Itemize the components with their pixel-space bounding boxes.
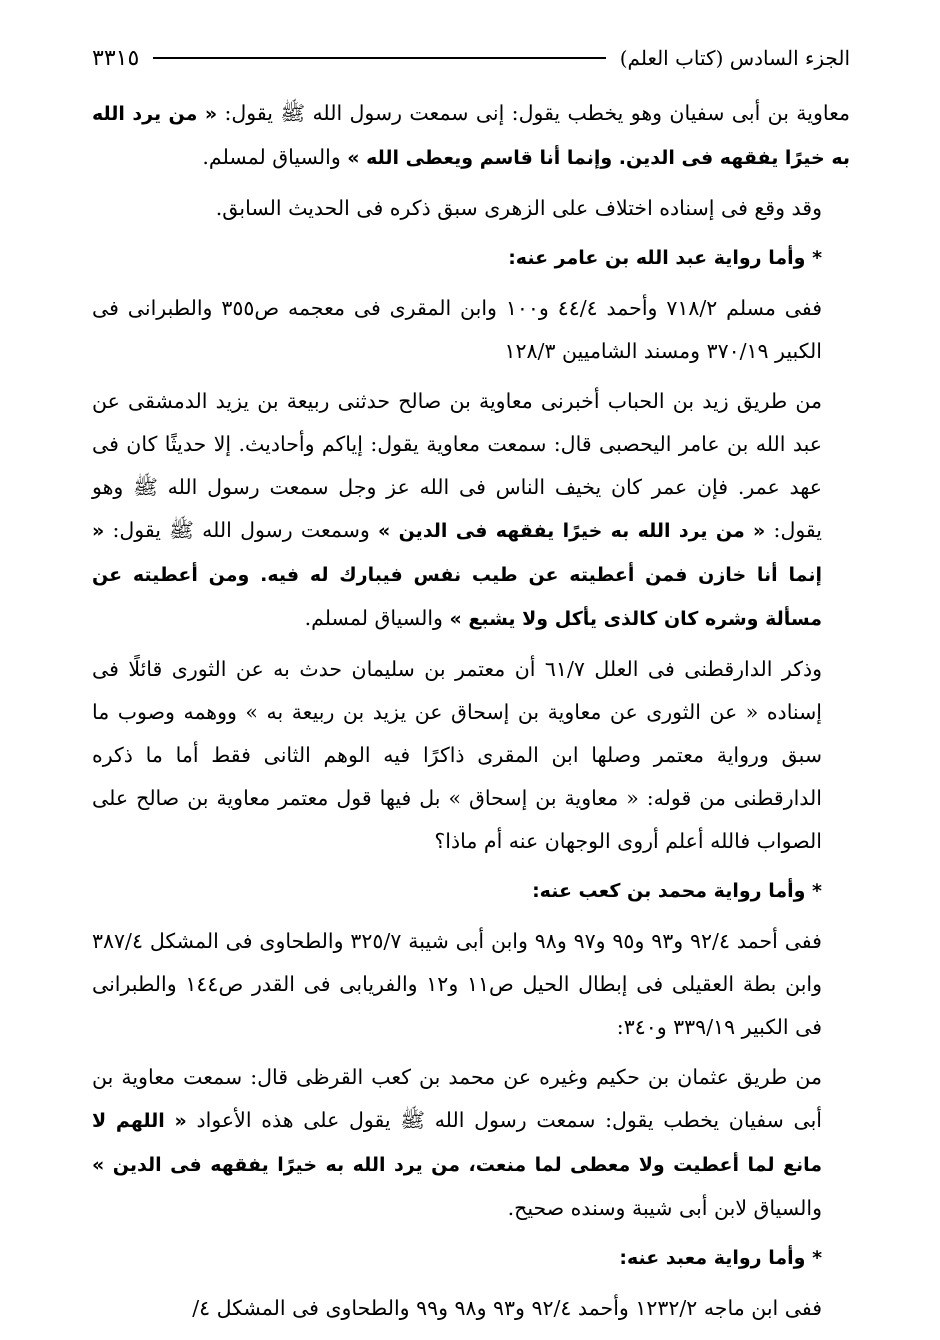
paragraph-5: وذكر الدارقطنى فى العلل ٦١/٧ أن معتمر بن سليمان حدث به عن الثورى قائلًا فى إسناده « عن الثورى عن معاوية بن إسحاق عن يزيد بن ربيعة به » ووهمه وصوب ما سبق ورواية معتمر وصلها ابن المقرى ذاكرًا فيه الوهم الثانى فقط أما ما ذكره الدارقطنى من قوله: « معاوية بن إسحاق » بل فيها قول معتمر معاوية بن صالح على الصواب فالله أعلم أروى الوجهان عنه أم ماذا؟ [92, 657, 823, 853]
section-heading-muhammad-ibn-kab: * وأما رواية محمد بن كعب عنه: [532, 880, 822, 902]
paragraph-4: من طريق زيد بن الحباب أخبرنى معاوية بن صالح حدثنى ربيعة بن يزيد الدمشقى عن عبد الله بن عامر اليحصبى قال: سمعت معاوية يقول: إياكم وأحاديث. إلا حديثًا كان فى عهد عمر. فإن عمر كان يخيف الناس فى الله عز وجل سمعت رسول الله ﷺ وهو يقول: « من يرد الله به خيرًا يفقهه فى الدين » وسمعت رسول الله ﷺ يقول: « إنما أنا خازن فمن أعطيته عن طيب نفس فيبارك له فيه. ومن أعطيته عن مسألة وشره كان كالذى يأكل ولا يشبع » والسياق لمسلم. [92, 389, 823, 630]
paragraph-6: ففى أحمد ٩٢/٤ و٩٣ و٩٥ و٩٧ و٩٨ وابن أبى شيبة ٣٢٥/٧ والطحاوى فى المشكل ٣٨٧/٤ وابن بطة العقيلى فى إبطال الحيل ص١١ و١٢ والفريابى فى القدر ص١٤٤ والطبرانى فى الكبير ٣٣٩/١٩ و٣٤٠: [92, 929, 822, 1039]
paragraph-3: ففى مسلم ٧١٨/٢ وأحمد ٤٤/٤ و١٠٠ وابن المقرى فى معجمه ص٣٥٥ والطبرانى فى الكبير ٣٧٠/١٩ ومسند الشاميين ١٢٨/٣ [92, 296, 823, 363]
hadith-quote: « اللهم لا مانع لما أعطيت ولا معطى لما منعت، من يرد الله به خيرًا يفقهه فى الدين » [92, 1110, 822, 1176]
hadith-quote: « من يرد الله به خيرًا يفقهه فى الدين » [378, 520, 766, 542]
hadith-quote: « إنما أنا خازن فمن أعطيته عن طيب نفس فيبارك له فيه. ومن أعطيته عن مسألة وشره كان كالذى يأكل ولا يشبع » [92, 520, 822, 630]
header-rule [153, 57, 605, 59]
hadith-quote: « من يرد الله به خيرًا يفقهه فى الدين. وإنما أنا قاسم ويعطى الله » [92, 103, 850, 169]
paragraph-2: وقد وقع فى إسناده اختلاف على الزهرى سبق ذكره فى الحديث السابق. [215, 196, 822, 220]
section-heading-mabad: * وأما رواية معبد عنه: [619, 1247, 822, 1269]
paragraph-8: ففى ابن ماجه ١٢٣٢/٢ وأحمد ٩٢/٤ و٩٣ و٩٨ و٩٩ والطحاوى فى المشكل ٤/ [192, 1296, 822, 1320]
running-title: الجزء السادس (كتاب العلم) [619, 46, 850, 70]
page-header [92, 40, 850, 76]
page-text [92, 92, 850, 1337]
section-heading-abdullah-ibn-amir: * وأما رواية عبد الله بن عامر عنه: [508, 247, 822, 269]
paragraph-1: معاوية بن أبى سفيان وهو يخطب يقول: إنى سمعت رسول الله ﷺ يقول: « من يرد الله به خيرًا يفقهه فى الدين. وإنما أنا قاسم ويعطى الله » والسياق لمسلم. [92, 101, 851, 169]
page-number: ٣٣١٥ [92, 45, 140, 71]
paragraph-7: من طريق عثمان بن حكيم وغيره عن محمد بن كعب القرظى قال: سمعت معاوية بن أبى سفيان يخطب يقول: سمعت رسول الله ﷺ يقول على هذه الأعواد « اللهم لا مانع لما أعطيت ولا معطى لما منعت، من يرد الله به خيرًا يفقهه فى الدين » والسياق لابن أبى شيبة وسنده صحيح. [92, 1065, 822, 1220]
